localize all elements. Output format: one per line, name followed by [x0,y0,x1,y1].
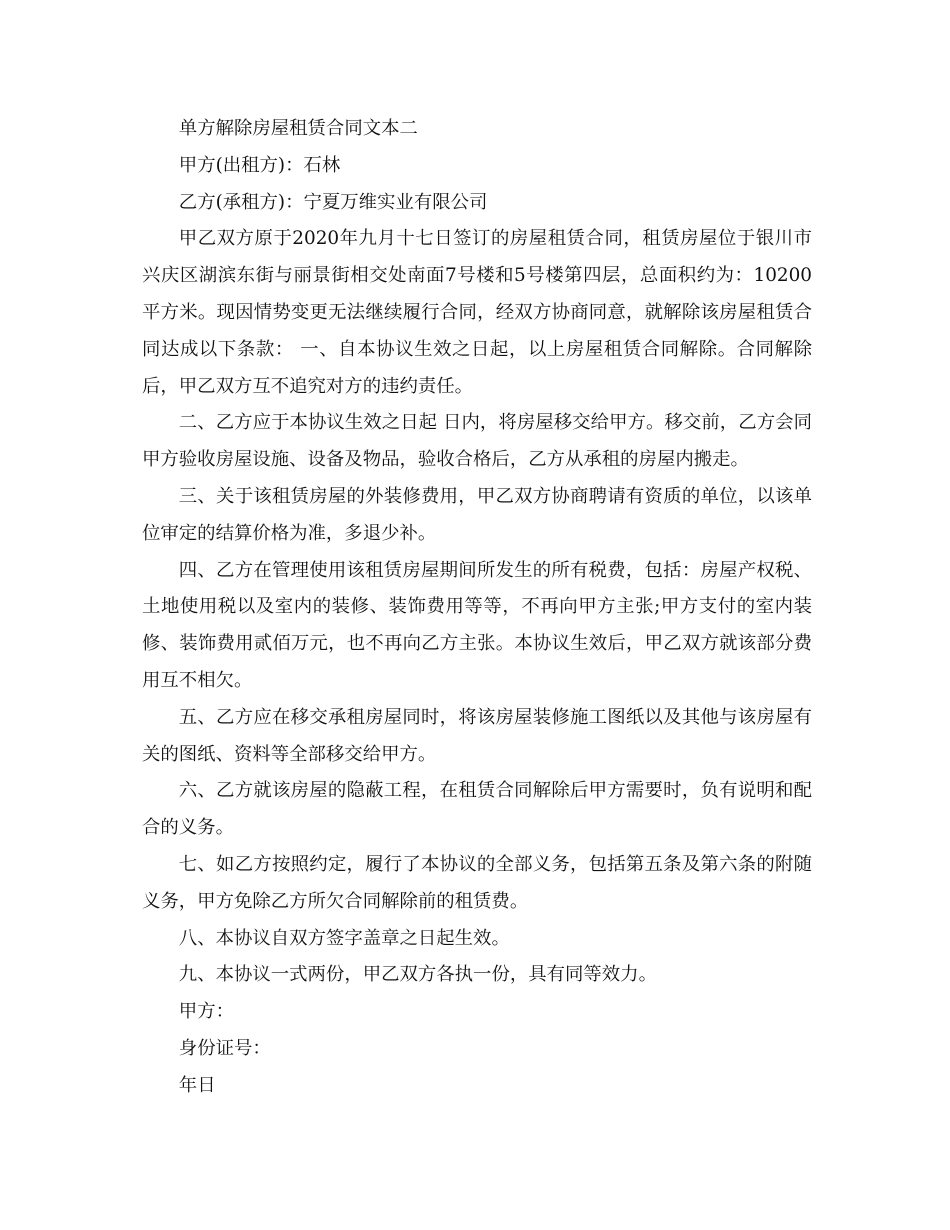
document-title: 单方解除房屋租赁合同文本二 [178,118,418,139]
paragraph-clause-6: 六、乙方就该房屋的隐蔽工程，在租赁合同解除后甲方需要时，负有说明和配合的义务。 [142,780,812,839]
paragraph-clause-7: 七、如乙方按照约定，履行了本协议的全部义务，包括第五条及第六条的附随义务，甲方免除乙方所欠合同解除前的租赁费。 [142,853,812,912]
document-page [142,111,812,1105]
party-a-line: 甲方(出租方)：石林 [178,154,341,176]
paragraph-clause-5: 五、乙方应在移交承租房屋同时，将该房屋装修施工图纸以及其他与该房屋有关的图纸、资料等全部移交给甲方。 [142,706,812,765]
paragraph-clause-2: 二、乙方应于本协议生效之日起 日内，将房屋移交给甲方。移交前，乙方会同甲方验收房屋设施、设备及物品，验收合格后，乙方从承租的房屋内搬走。 [142,412,812,471]
signature-party-a: 甲方： [178,1001,234,1023]
signature-date: 年日 [178,1074,216,1096]
paragraph-clause-8: 八、本协议自双方签字盖章之日起生效。 [178,927,510,949]
signature-id-number: 身份证号： [178,1037,271,1059]
paragraph-intro-clause-1: 甲乙双方原于2020年九月十七日签订的房屋租赁合同，租赁房屋位于银川市兴庆区湖滨东街与丽景街相交处南面7号楼和5号楼第四层，总面积约为：10200平方米。现因情势变更无法继续履行合同，经双方协商同意，就解除该房屋租赁合同达成以下条款： 一、自本协议生效之日起，以上房屋租赁合同解除。合同解除后，甲乙双方互不追究对方的违约责任。 [142,228,812,397]
paragraph-clause-4: 四、乙方在管理使用该租赁房屋期间所发生的所有税费，包括：房屋产权税、土地使用税以及室内的装修、装饰费用等等，不再向甲方主张;甲方支付的室内装修、装饰费用贰佰万元，也不再向乙方主张。本协议生效后，甲乙双方就该部分费用互不相欠。 [142,559,812,691]
paragraph-clause-3: 三、关于该租赁房屋的外装修费用，甲乙双方协商聘请有资质的单位，以该单位审定的结算价格为准，多退少补。 [142,485,812,544]
paragraph-clause-9: 九、本协议一式两份，甲乙双方各执一份，具有同等效力。 [178,964,657,986]
party-b-line: 乙方(承租方)：宁夏万维实业有限公司 [178,191,488,213]
